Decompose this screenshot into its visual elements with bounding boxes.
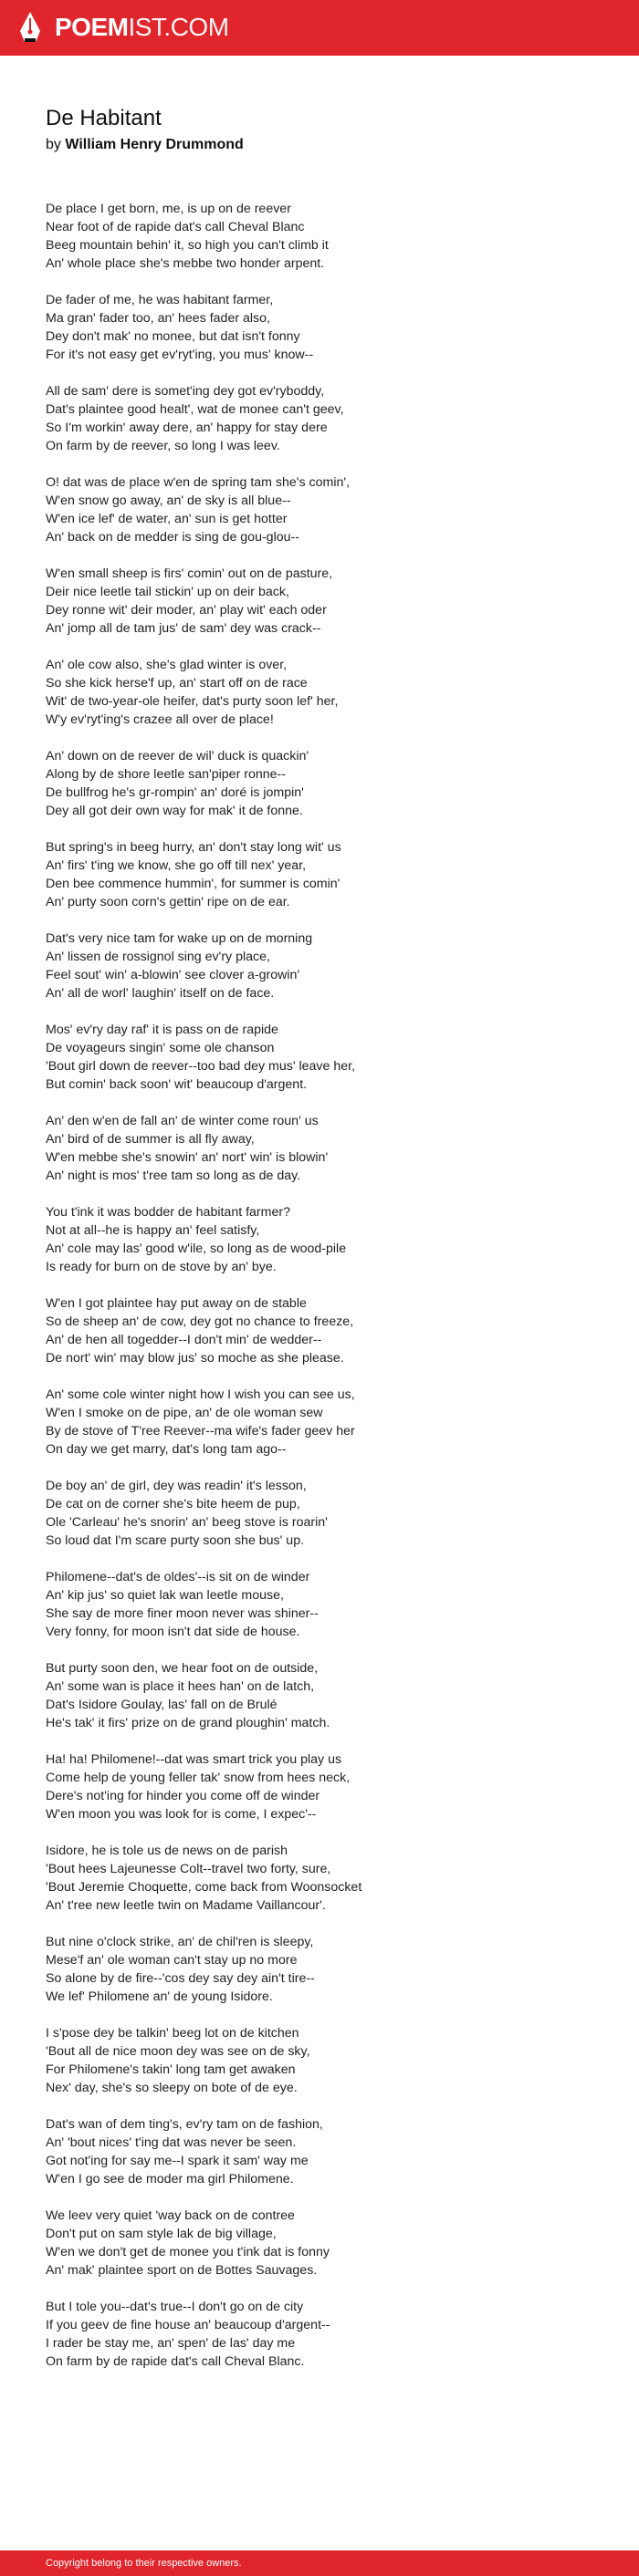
poem-line: All de sam' dere is somet'ing dey got ev'ryboddy, xyxy=(46,384,325,399)
poem-line: An' bird of de summer is all fly away, xyxy=(46,1132,255,1147)
poem-line: De voyageurs singin' some ole chanson xyxy=(46,1041,275,1055)
stanza xyxy=(46,1203,593,1276)
poem-line: An' kip jus' so quiet lak wan leetle mouse, xyxy=(46,1588,284,1603)
stanza xyxy=(46,382,593,455)
poem-line: Very fonny, for moon isn't dat side de house. xyxy=(46,1625,300,1639)
poem-line: Wit' de two-year-ole heifer, dat's purty soon lef' her, xyxy=(46,694,339,709)
poem-line: De boy an' de girl, dey was readin' it's lesson, xyxy=(46,1479,307,1493)
poem-line: Deir nice leetle tail stickin' up on deir back, xyxy=(46,585,289,599)
poem-line: Dere's not'ing for hinder you come off de winder xyxy=(46,1789,320,1803)
poem-line: Beeg mountain behin' it, so high you can't climb it xyxy=(46,238,329,253)
poem-line: So she kick herse'f up, an' start off on de race xyxy=(46,676,308,691)
poem-line: An' back on de medder is sing de gou-glou-- xyxy=(46,530,299,545)
poem-line: Is ready for burn on de stove by an' bye. xyxy=(46,1260,277,1274)
poem-line: An' t'ree new leetle twin on Madame Vaillancour'. xyxy=(46,1898,326,1913)
poem-line: For Philomene's takin' long tam get awaken xyxy=(46,2062,296,2077)
poem-line: On farm by de reever, so long I was leev. xyxy=(46,439,280,453)
poem-line: I s'pose dey be talkin' beeg lot on de kitchen xyxy=(46,2026,299,2041)
poem-line: An' jomp all de tam jus' de sam' dey was crack-- xyxy=(46,621,321,636)
copyright-text: Copyright belong to their respective owners. xyxy=(46,2558,242,2569)
poem-line: On farm by de rapide dat's call Cheval Blanc. xyxy=(46,2354,305,2369)
poem-line: W'en I got plaintee hay put away on de stable xyxy=(46,1296,307,1311)
poem-line: Near foot of de rapide dat's call Cheval Blanc xyxy=(46,220,305,234)
poem-line: An' whole place she's mebbe two honder arpent. xyxy=(46,256,325,271)
poem-line: W'en snow go away, an' de sky is all blue-- xyxy=(46,493,291,508)
stanza xyxy=(46,1386,593,1459)
poem-line: Ha! ha! Philomene!--dat was smart trick you play us xyxy=(46,1752,342,1767)
by-label: by xyxy=(46,137,61,152)
author-link[interactable]: William Henry Drummond xyxy=(65,137,244,152)
poem-line: Ole 'Carleau' he's snorin' an' beeg stove is roarin' xyxy=(46,1515,328,1530)
poem-line: You t'ink it was bodder de habitant farmer? xyxy=(46,1205,290,1220)
poem-line: Dat's Isidore Goulay, las' fall on de Brulé xyxy=(46,1698,278,1712)
poem-line: Mos' ev'ry day raf' it is pass on de rapide xyxy=(46,1023,278,1037)
poem-line: An' some cole winter night how I wish you can see us, xyxy=(46,1387,355,1402)
poem-line: Ma gran' fader too, an' hees fader also, xyxy=(46,311,270,326)
poem-line: Dey don't mak' no monee, but dat isn't fonny xyxy=(46,329,300,344)
poem-line: But I tole you--dat's true--I don't go on de city xyxy=(46,2300,304,2314)
stanza xyxy=(46,200,593,273)
poem-line: De fader of me, he was habitant farmer, xyxy=(46,293,274,307)
poem-line: An' night is mos' t'ree tam so long as de day. xyxy=(46,1169,301,1183)
poem-line: 'Bout all de nice moon dey was see on de sky, xyxy=(46,2044,310,2059)
poem-line: But spring's in beeg hurry, an' don't stay long wit' us xyxy=(46,840,341,855)
poem-line: Feel sout' win' a-blowin' see clover a-growin' xyxy=(46,968,300,982)
poem-line: De bullfrog he's gr-rompin' an' doré is jompin' xyxy=(46,785,304,800)
stanza xyxy=(46,1112,593,1185)
stanza xyxy=(46,565,593,638)
poem-line: An' all de worl' laughin' itself on de face. xyxy=(46,986,275,1001)
poem-line: An' 'bout nices' t'ing dat was never be seen. xyxy=(46,2135,297,2150)
poem-line: So alone by de fire--'cos dey say dey ain't tire-- xyxy=(46,1971,315,1986)
poem-line: W'en small sheep is firs' comin' out on de pasture, xyxy=(46,566,333,581)
site-header xyxy=(0,0,639,56)
poem-line: Mese'f an' ole woman can't stay up no more xyxy=(46,1953,298,1968)
stanza xyxy=(46,1659,593,1732)
stanza xyxy=(46,2115,593,2188)
poem-line: On day we get marry, dat's long tam ago-- xyxy=(46,1442,287,1457)
stanza xyxy=(46,1842,593,1915)
poem-line: Along by de shore leetle san'piper ronne-- xyxy=(46,767,286,782)
poem-line: Not at all--he is happy an' feel satisfy, xyxy=(46,1223,260,1238)
poem-line: I rader be stay me, an' spen' de las' day me xyxy=(46,2336,296,2351)
poem-line: For it's not easy get ev'ryt'ing, you mus' know-- xyxy=(46,348,314,362)
poem-line: An' lissen de rossignol sing ev'ry place, xyxy=(46,950,270,964)
site-logo[interactable] xyxy=(55,13,229,42)
poem-line: By de stove of T'ree Reever--ma wife's fader geev her xyxy=(46,1424,355,1439)
stanza xyxy=(46,291,593,364)
poem-line: Dey all got deir own way for mak' it de fonne. xyxy=(46,804,303,818)
poem-line: W'en we don't get de monee you t'ink dat is fonny xyxy=(46,2245,330,2259)
stanza xyxy=(46,2298,593,2371)
stanza xyxy=(46,930,593,1002)
poem-line: W'en ice lef' de water, an' sun is get hotter xyxy=(46,512,288,526)
poem-line: Nex' day, she's so sleepy on bote of de eye. xyxy=(46,2081,298,2095)
poem-line: Dat's wan of dem ting's, ev'ry tam on de fashion, xyxy=(46,2117,323,2132)
poem-line: But nine o'clock strike, an' de chil'ren is sleepy, xyxy=(46,1935,314,1949)
stanza xyxy=(46,1477,593,1550)
stanza xyxy=(46,2207,593,2280)
poem-line: W'en moon you was look for is come, I expec'-- xyxy=(46,1807,317,1822)
poem-line: De nort' win' may blow jus' so moche as she please. xyxy=(46,1351,344,1366)
poem-line: De cat on de corner she's bite heem de pup, xyxy=(46,1497,300,1511)
poem-line: Den bee commence hummin', for summer is comin' xyxy=(46,877,340,891)
pen-nib-icon[interactable] xyxy=(17,11,43,44)
poem-line: 'Bout girl down de reever--too bad dey mus' leave her, xyxy=(46,1059,356,1074)
poem-line: An' purty soon corn's gettin' ripe on de ear. xyxy=(46,895,290,909)
poem-line: An' de hen all togedder--I don't min' de wedder-- xyxy=(46,1333,322,1347)
stanza xyxy=(46,2024,593,2097)
stanza xyxy=(46,1750,593,1823)
logo-text-light: IST.COM xyxy=(128,13,229,41)
poem-line: W'y ev'ryt'ing's crazee all over de place! xyxy=(46,712,274,727)
poem-line: 'Bout Jeremie Choquette, come back from Woonsocket xyxy=(46,1880,362,1895)
poem-line: We lef' Philomene an' de young Isidore. xyxy=(46,1989,273,2004)
poem-line: Dey ronne wit' deir moder, an' play wit' each oder xyxy=(46,603,327,618)
poem-line: W'en I smoke on de pipe, an' de ole woman sew xyxy=(46,1406,323,1420)
poem-line: But comin' back soon' wit' beaucoup d'argent. xyxy=(46,1077,308,1092)
poem-line: An' ole cow also, she's glad winter is over, xyxy=(46,658,288,672)
poem-line: An' firs' t'ing we know, she go off till nex' year, xyxy=(46,858,307,873)
poem-line: Got not'ing for say me--I spark it sam' way me xyxy=(46,2154,309,2168)
poem-line: He's tak' it firs' prize on de grand ploughin' match. xyxy=(46,1716,330,1730)
logo-text-bold: POEM xyxy=(55,13,129,41)
poem-line: We leev very quiet 'way back on de contree xyxy=(46,2208,295,2223)
stanza xyxy=(46,747,593,820)
poem-body xyxy=(46,200,593,2389)
poem-line: W'en mebbe she's snowin' an' nort' win' is blowin' xyxy=(46,1150,329,1165)
poem-line: An' den w'en de fall an' de winter come roun' us xyxy=(46,1114,319,1128)
poem-line: So de sheep an' de cow, dey got no chance to freeze, xyxy=(46,1314,354,1329)
poem-line: Philomene--dat's de oldes'--is sit on de winder xyxy=(46,1570,310,1584)
poem-line: De place I get born, me, is up on de reever xyxy=(46,202,291,216)
site-footer xyxy=(0,2550,639,2576)
poem-line: 'Bout hees Lajeunesse Colt--travel two forty, sure, xyxy=(46,1862,331,1876)
byline xyxy=(46,135,244,155)
stanza xyxy=(46,1933,593,2006)
stanza xyxy=(46,838,593,911)
poem-line: Come help de young feller tak' snow from hees neck, xyxy=(46,1771,351,1785)
poem-line: An' mak' plaintee sport on de Bottes Sauvages. xyxy=(46,2263,318,2278)
stanza xyxy=(46,1294,593,1367)
stanza xyxy=(46,656,593,729)
poem-line: An' some wan is place it hees han' on de latch, xyxy=(46,1679,315,1694)
poem-line: O! dat was de place w'en de spring tam she's comin', xyxy=(46,475,351,490)
poem-line: An' cole may las' good w'ile, so long as de wood-pile xyxy=(46,1241,347,1256)
poem-line: Don't put on sam style lak de big village, xyxy=(46,2227,277,2241)
poem-line: If you geev de fine house an' beaucoup d'argent-- xyxy=(46,2318,330,2332)
stanza xyxy=(46,1021,593,1094)
poem-line: Isidore, he is tole us de news on de parish xyxy=(46,1844,288,1858)
poem-line: Dat's very nice tam for wake up on de morning xyxy=(46,931,313,946)
poem-line: She say de more finer moon never was shiner-- xyxy=(46,1606,319,1621)
poem-line: W'en I go see de moder ma girl Philomene. xyxy=(46,2172,294,2186)
stanza xyxy=(46,473,593,546)
poem-title: De Habitant xyxy=(46,106,162,130)
poem-line: An' down on de reever de wil' duck is quackin' xyxy=(46,749,309,763)
poem-line: But purty soon den, we hear foot on de outside, xyxy=(46,1661,319,1676)
poem-line: Dat's plaintee good healt', wat de monee can't geev, xyxy=(46,402,344,417)
poem-line: So loud dat I'm scare purty soon she bus' up. xyxy=(46,1533,305,1548)
stanza xyxy=(46,1568,593,1641)
poem-line: So I'm workin' away dere, an' happy for stay dere xyxy=(46,421,328,435)
